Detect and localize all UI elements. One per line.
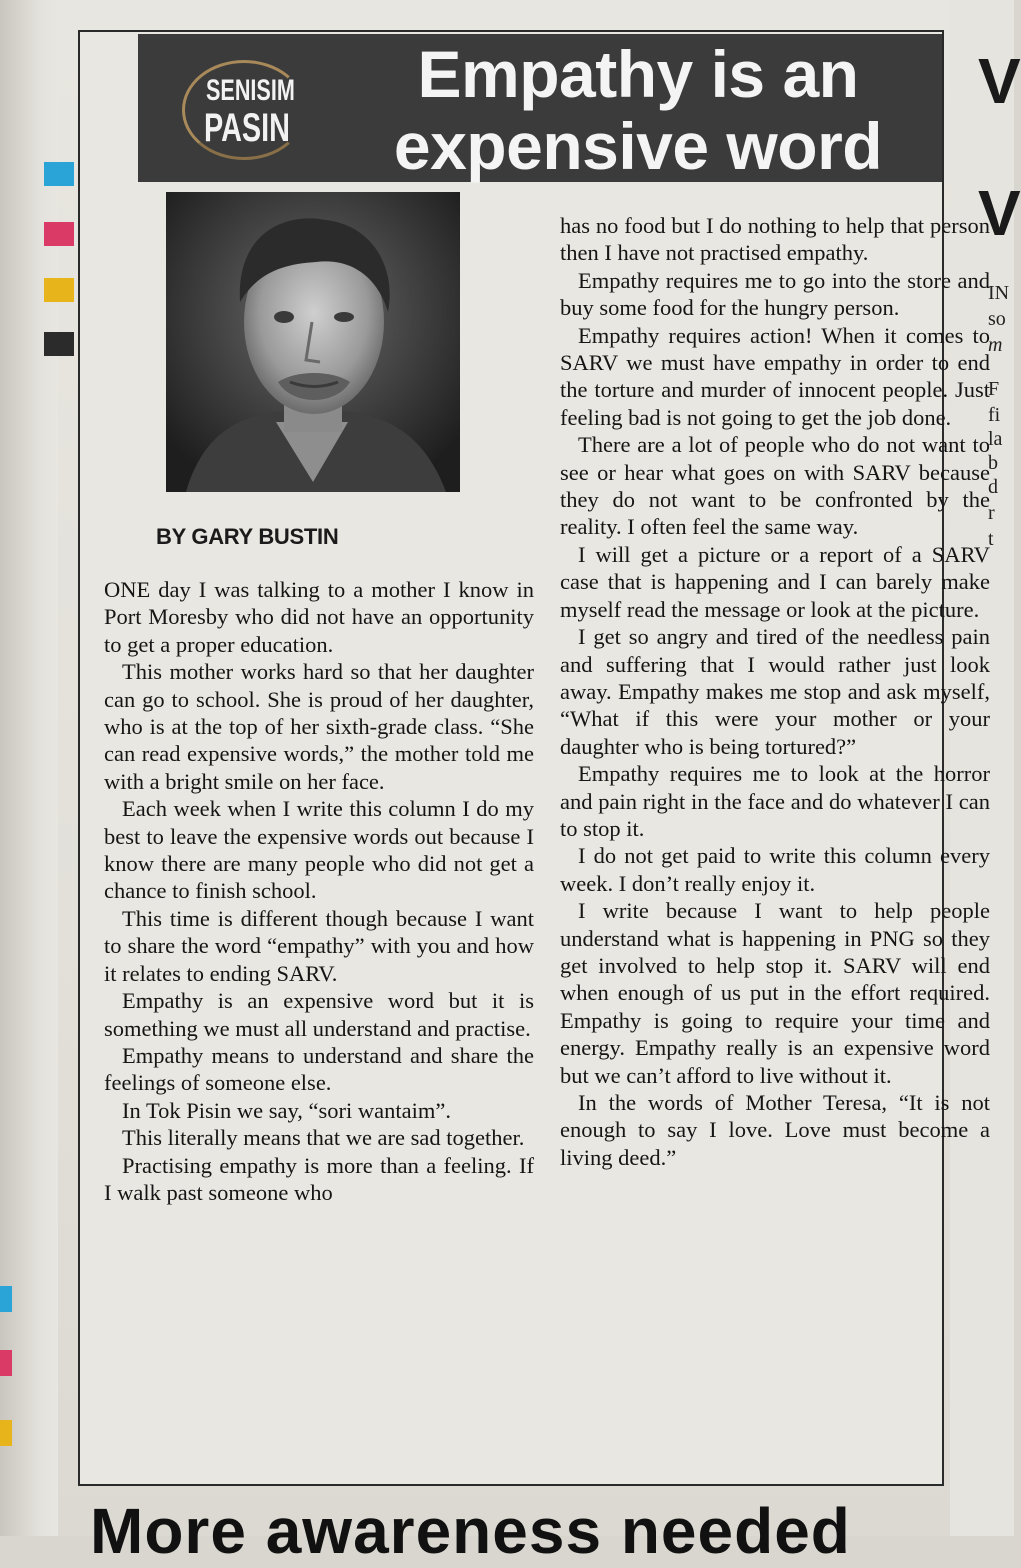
adjacent-headline-letter: V — [978, 45, 1021, 117]
paragraph: Each week when I write this column I do my best to leave the expensive words out because I know there are many people who did not get a chance to finish school. — [104, 796, 534, 904]
adjacent-headline-letter: V — [978, 177, 1021, 249]
headline-line2: expensive word — [393, 109, 883, 183]
paragraph: I get so angry and tired of the needless pain and suffering that I would rather just look away. Empathy makes me stop and ask myself, “What if this were your mother or your daughter who is being tortured?” — [560, 624, 990, 759]
adjacent-text-fragment: r — [988, 502, 995, 524]
headline-line1: Empathy is an — [417, 37, 859, 111]
paragraph: I write because I want to help people understand what is happening in PNG so they get involved to help stop it. SARV will end when enough of us put in the effort required. Empathy is going to require your time and energy. Empathy really is an expensive word but we can’t afford to live without it. — [560, 898, 990, 1088]
paragraph: This literally means that we are sad together. — [122, 1125, 525, 1151]
paragraph: Empathy requires me to go into the store and buy some food for the hungry person. — [560, 267, 990, 321]
column-masthead — [138, 34, 942, 182]
paragraph: I do not get paid to write this column every week. I don’t really enjoy it. — [560, 843, 990, 896]
author-photo-icon — [166, 192, 460, 492]
paragraph: There are a lot of people who do not want to see or hear what goes on with SARV because they do not want to be confronted by the reality. I often feel the same way. — [560, 432, 990, 540]
paragraph: Empathy is an expensive word but it is something we must all understand and practise. — [104, 988, 534, 1041]
color-mark-cyan-lower — [0, 1286, 12, 1312]
article-column-right — [560, 212, 990, 1171]
color-mark-magenta-lower — [0, 1350, 12, 1376]
paragraph: I will get a picture or a report of a SARV case that is happening and I can barely make myself read the message or look at the picture. — [560, 541, 990, 622]
paragraph: This mother works hard so that her daughter can go to school. She is proud of her daughter, who is at the top of her sixth-grade class. “She can read expensive words,” the mother told me with a bright smile on her face. — [104, 659, 534, 794]
adjacent-text-fragment: la — [988, 428, 1003, 450]
color-mark-magenta — [44, 222, 74, 246]
adjacent-text-fragment: t — [988, 528, 994, 550]
adjacent-text-fragment: d — [988, 476, 998, 498]
paragraph: In the words of Mother Teresa, “It is not enough to say I love. Love must become a living deed.” — [560, 1090, 990, 1170]
paragraph: Empathy means to understand and share the feelings of someone else. — [104, 1042, 534, 1096]
article-box — [78, 30, 990, 1486]
color-mark-cyan — [44, 162, 74, 186]
color-mark-yellow-lower — [0, 1420, 12, 1446]
paragraph: Empathy requires me to look at the horror and pain right in the face and do whatever I can to stop it. — [560, 761, 990, 841]
adjacent-text-fragment: fi — [988, 404, 1001, 426]
adjacent-text-fragment: IN — [988, 282, 1010, 304]
adjacent-text-fragment: F — [988, 378, 1000, 400]
senisim-pasin-logo — [182, 60, 306, 160]
paragraph: This time is different though because I want to share the word “empathy” with you and how it relates to ending SARV. — [104, 905, 534, 986]
paragraph: ONE day I was talking to a mother I know in Port Moresby who did not have an opportunity to get a proper education. — [104, 577, 534, 657]
logo-text-line2: PASIN — [204, 106, 290, 150]
color-mark-black — [44, 332, 74, 356]
next-article-headline: More awareness needed — [90, 1495, 851, 1567]
logo-text-line1: SENISIM — [206, 74, 295, 107]
article-column-left — [104, 576, 534, 1206]
adjacent-text-fragment: b — [988, 452, 998, 474]
author-byline: BY GARY BUSTIN — [156, 524, 339, 549]
paragraph: Practising empathy is more than a feeling. If I walk past someone who — [104, 1152, 534, 1205]
author-portrait — [166, 192, 460, 492]
adjacent-text-fragment: m — [988, 334, 1003, 356]
color-mark-yellow — [44, 278, 74, 302]
paragraph: has no food but I do nothing to help that person then I have not practised empathy. — [560, 213, 990, 266]
adjacent-text-fragment: so — [988, 308, 1006, 330]
paragraph: In Tok Pisin we say, “sori wantaim”. — [122, 1097, 451, 1123]
article-headline — [338, 38, 938, 182]
paragraph: Empathy requires action! When it comes to SARV we must have empathy in order to end the torture and murder of innocent people. Just feeling bad is not going to get the job done. — [560, 322, 990, 430]
